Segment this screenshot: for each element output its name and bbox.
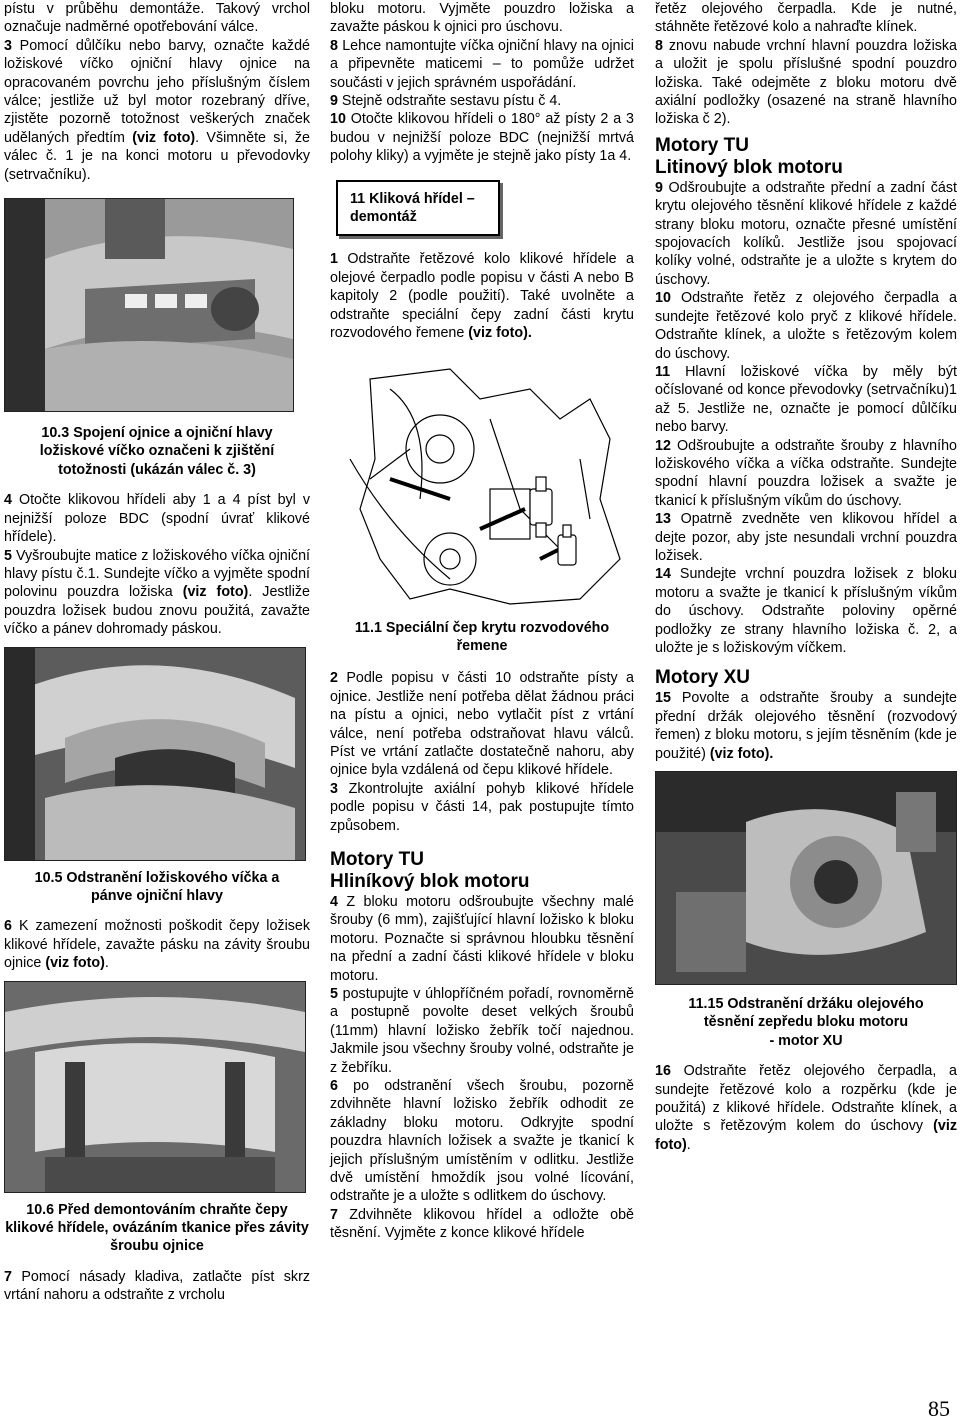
step-text: Podle popisu v části 10 odstraňte písty a ojnice. Jestliže není potřeba dělat žádnou práci na pístu a ojnici, nebo vytlačit píst z vrtání válce, není potřeba odstraňovat hlavu válců. Píst ve vrtání zatlačte dostatečně nahoru, aby ojnice byla vzdálená od čepu klikové hřídele. — [330, 670, 634, 779]
step-number: 7 — [4, 1268, 12, 1285]
paragraph-step-14 — [655, 565, 957, 657]
step-number: 8 — [655, 37, 663, 54]
caption-10-3: 10.3 Spojení ojnice a ojniční hlavy ložiskové víčko označeni k zjištění totožnosti (ukázán válec č. 3) — [39, 425, 275, 478]
column-right — [655, 0, 957, 1154]
step-number: 10 — [330, 111, 346, 128]
paragraph-step-4 — [4, 491, 310, 546]
heading-motory-tu: Motory TU — [655, 134, 749, 156]
step-number: 11 — [655, 363, 671, 380]
caption-11-1: 11.1 Speciální čep krytu rozvodového řemene — [354, 619, 610, 654]
step-number: 4 — [330, 893, 338, 910]
step-text: Pomocí násady kladiva, zatlačte píst skrz vrtání nahoru a odstraňte z vrcholu — [4, 1268, 310, 1304]
paragraph-step-10 — [655, 289, 957, 363]
paragraph-continuation: řetěz olejového čerpadla. Kde je nutné, stáhněte řetězové kolo a nahraďte klínek. — [655, 1, 957, 36]
paragraph-step-1 — [330, 250, 634, 342]
column-middle — [330, 0, 634, 1243]
paragraph-step-3 — [330, 780, 634, 835]
photo-oil-seal-drawing — [656, 772, 956, 984]
paragraph-continuation: bloku motoru. Vyjměte pouzdro ložiska a zavažte páskou k ojnici pro úschovu. — [330, 1, 634, 36]
step-text: Odstraňte řetěz olejového čerpadla, a sundejte řetězové kolo a rozpěrku (kde je použitá) z klikové hřídele. Odstraňte klínek, a uložte s řetězovým kolem do úschovy — [655, 1063, 957, 1135]
step-text-tail: . — [686, 1136, 691, 1153]
step-text: Otočte klikovou hřídeli aby 1 a 4 píst byl v nejnižší poloze BDC (spodní úvrať klikové hřídele). — [4, 492, 310, 546]
step-text: Povolte a odstraňte šrouby a sundejte přední držák olejového těsnění (rozvodový řemen) z bloku motoru, s jejím těsněním (kde je použité) — [655, 690, 957, 762]
see-photo-ref: (viz foto) — [655, 1118, 957, 1153]
step-text: Zdvihněte klikovou hřídel a odložte obě těsnění. Vyjměte z konce klikové hřídele — [330, 1206, 634, 1242]
step-text: Hlavní ložiskové víčka by měly být očíslované od konce převodovky (setrvačníku)1 až 5. Jestliže ne, označte je pomocí důlčíku nebo barvy. — [655, 363, 957, 436]
step-number: 5 — [330, 986, 338, 1002]
step-number: 13 — [655, 511, 671, 528]
paragraph-step-8 — [330, 37, 634, 92]
section-heading-line1: 11 Kliková hřídel – — [350, 190, 475, 207]
step-text: Odstraňte řetězové kolo klikové hřídele a olejové čerpadlo podle popisu v části A nebo B kapitoly 2 (podle použití). Také uvolněte a odstraňte speciální čepy zadní části krytu rozvodového řemene — [330, 251, 634, 342]
paragraph-step-11 — [655, 363, 957, 437]
step-text: Sundejte vrchní pouzdra ložisek z bloku motoru a svažte je tkanicí k příslušným víkům do úschovy. Odstraňte poloviny opěrné podložky ze strany hlavního ložiska č. 2, a uložte je s ložiskovým víčkem. — [655, 566, 957, 656]
paragraph-step-9 — [655, 179, 957, 289]
page-number: 85 — [928, 1396, 950, 1421]
see-photo-ref: (viz foto). — [468, 325, 532, 342]
step-number: 3 — [330, 780, 338, 797]
see-photo-ref: (viz foto) — [132, 129, 196, 146]
paragraph-step-3 — [4, 37, 310, 184]
section-heading-group — [330, 849, 634, 893]
paragraph-step-15 — [655, 689, 957, 763]
heading-litinovy-blok: Litinový blok motoru — [655, 156, 843, 178]
paragraph-step-13 — [655, 510, 957, 565]
step-number: 6 — [330, 1078, 338, 1095]
step-text: postupujte v úhlopříčném pořadí, rovnoměrně a postupně povolte deset velkých šroubů (11mm) hlavní ložisko žebřík točí najednou. Jakmile jsou všechny šrouby volné, odstraňte je z žebříku. — [330, 986, 634, 1076]
paragraph-step-9 — [330, 92, 634, 110]
diagram-timing-cover-pins — [330, 359, 630, 609]
photo-bearing-cap-drawing — [5, 648, 305, 860]
photo-rod-bolts-drawing — [5, 982, 305, 1192]
step-text: Pomocí důlčíku nebo barvy, označte každé ložiskové víčko ojniční hlavy ojnice na opracovaném povrchu jeho příslušným číslem válce; jestliže už byl motor rozebraný dříve, zjistěte pozorně totožnost veškerých značek udělaných předtím — [4, 37, 310, 146]
step-text: Odstraňte řetěz z olejového čerpadla a sundejte řetězové kolo pryč z klikové hřídele. Odstraňte klínek, a uložte s řetězovým kolem do úschovy. — [655, 290, 957, 362]
paragraph-step-7 — [330, 1206, 634, 1243]
step-number: 7 — [330, 1206, 338, 1223]
step-text: Stejně odstraňte sestavu pístu č 4. — [337, 93, 562, 110]
step-number: 1 — [330, 251, 338, 268]
photo-connecting-rod-marked — [4, 198, 294, 412]
step-text-tail: . — [104, 955, 109, 972]
section-heading-group — [655, 135, 957, 179]
step-text: Zkontrolujte axiální pohyb klikové hřídele podle popisu v části 14, pak postupujte tímto způsobem. — [330, 780, 634, 834]
paragraph-step-7 — [4, 1268, 310, 1305]
column-left — [4, 0, 310, 1305]
caption-10-6: 10.6 Před demontováním chraňte čepy klikové hřídele, ovázáním tkanice přes závity šroubu ojnice — [5, 1201, 309, 1255]
caption-10-5: 10.5 Odstranění ložiskového víčka a pánve ojniční hlavy — [34, 869, 280, 904]
step-number: 3 — [4, 37, 12, 54]
paragraph-step-6 — [4, 917, 310, 972]
step-text: Z bloku motoru odšroubujte všechny malé šrouby (6 mm), zajišťující hlavní ložisko k bloku motoru. Poznačte si správnou hloubku těsnění na přední a zadní části klikové hřídele v bloku motoru. — [330, 893, 634, 984]
photo-bearing-cap-removal — [4, 647, 306, 861]
section-heading-line2: demontáž — [350, 209, 417, 226]
paragraph-step-6 — [330, 1077, 634, 1206]
step-text: Opatrně zvedněte ven klikovou hřídel a dejte pozor, aby jste nesundali vrchní pouzdra ložisek. — [655, 511, 957, 564]
paragraph-step-5 — [330, 985, 634, 1077]
heading-motory-xu: Motory XU — [655, 667, 750, 689]
photo-oil-seal-holder — [655, 771, 957, 985]
paragraph-step-12 — [655, 437, 957, 511]
step-text: Lehce namontujte víčka ojniční hlavy na ojnici a připevněte maticemi – to pomůže udržet součásti v jejich správném uspořádání. — [330, 37, 634, 91]
step-number: 2 — [330, 670, 338, 687]
step-text: Odšroubujte a odstraňte přední a zadní část krytu olejového těsnění klikové hřídele z každé strany bloku motoru, označte přesné umístění spojovacích kolíků. Jestliže jsou spojovací kolíky volné, odstraňte je a uložte s krytem do úschovy. — [655, 179, 957, 288]
paragraph-step-5 — [4, 547, 310, 639]
paragraph-step-2 — [330, 669, 634, 779]
step-text: znovu nabude vrchní hlavní pouzdra ložiska a uložit je spolu příslušné spodní pouzdro ložiska. Také odejměte z bloku motoru dvě axiální podložky (osazené na straně hlavního ložiska č 2). — [655, 37, 957, 128]
step-number: 6 — [4, 918, 12, 935]
step-number: 16 — [655, 1063, 671, 1080]
section-heading-box — [336, 180, 500, 237]
paragraph-step-8 — [655, 37, 957, 129]
step-text: Otočte klikovou hřídeli o 180° až písty 2 a 3 budou v nejnižší poloze BDC (nejnižší mrtvá polohy kliky) a vyjměte je stejně jako písty 1a 4. — [330, 111, 634, 165]
step-text: K zamezení možnosti poškodit čepy ložisek klikové hřídele, zavažte pásku na závity šroubu ojnice — [4, 918, 310, 972]
see-photo-ref: (viz foto) — [45, 955, 105, 972]
step-number: 5 — [4, 547, 12, 564]
step-number: 14 — [655, 566, 671, 583]
step-number: 12 — [655, 437, 671, 454]
paragraph-continuation: pístu v průběhu demontáže. Takový vrchol označuje nadměrné opotřebování válce. — [4, 1, 310, 36]
paragraph-step-16 — [655, 1062, 957, 1154]
photo-connecting-rod-drawing — [5, 199, 293, 411]
see-photo-ref: (viz foto). — [709, 745, 774, 762]
diagram-engine-drawing — [330, 359, 630, 609]
step-text-tail: . Jestliže pouzdra ložisek budou znovu použitá, zavažte víčko a pánev dohromady páskou. — [4, 584, 310, 638]
step-number: 9 — [655, 179, 663, 196]
paragraph-step-4 — [330, 893, 634, 985]
step-number: 8 — [330, 37, 338, 54]
caption-11-15: 11.15 Odstranění držáku olejového těsnění zepředu bloku motoru — [688, 996, 924, 1031]
step-text: Vyšroubujte matice z ložiskového víčka ojniční hlavy pístu č.1. Sundejte víčko a vyjměte spodní polovinu pouzdra ložiska — [4, 547, 310, 601]
photo-rod-bolts-taped — [4, 981, 306, 1193]
heading-motory-tu: Motory TU — [330, 848, 424, 870]
caption-11-15-engine: - motor XU — [769, 1032, 843, 1049]
step-number: 15 — [655, 690, 671, 707]
heading-hlinikovy-blok: Hliníkový blok motoru — [330, 870, 530, 892]
paragraph-step-10 — [330, 110, 634, 165]
step-text-tail: . Všimněte si, že válec č. 1 je na konci motoru u převodovky (setrvačníku). — [4, 129, 310, 183]
see-photo-ref: (viz foto) — [182, 584, 249, 601]
step-number: 4 — [4, 492, 12, 509]
step-text: Odšroubujte a odstraňte šrouby z hlavního ložiskového víčka a víčka odstraňte. Sundejte spodní hlavní pouzdra ložisek a svažte je tkanicí k příslušným víkům do úschovy. — [655, 437, 957, 509]
step-number: 9 — [330, 93, 338, 110]
step-number: 10 — [655, 290, 671, 307]
step-text: po odstranění všech šroubu, pozorně zdvihněte hlavní ložisko žebřík odhodit ze základny bloku motoru. Odkryjte spodní pouzdra hlavních ložisek a svažte je tkanicí k jejich příslušným umístěním v odlitku. Jestliže dvě umístění hmoždík jsou volné lícování, odstraňte je a uložte s odlitkem do úschovy. — [330, 1078, 634, 1205]
